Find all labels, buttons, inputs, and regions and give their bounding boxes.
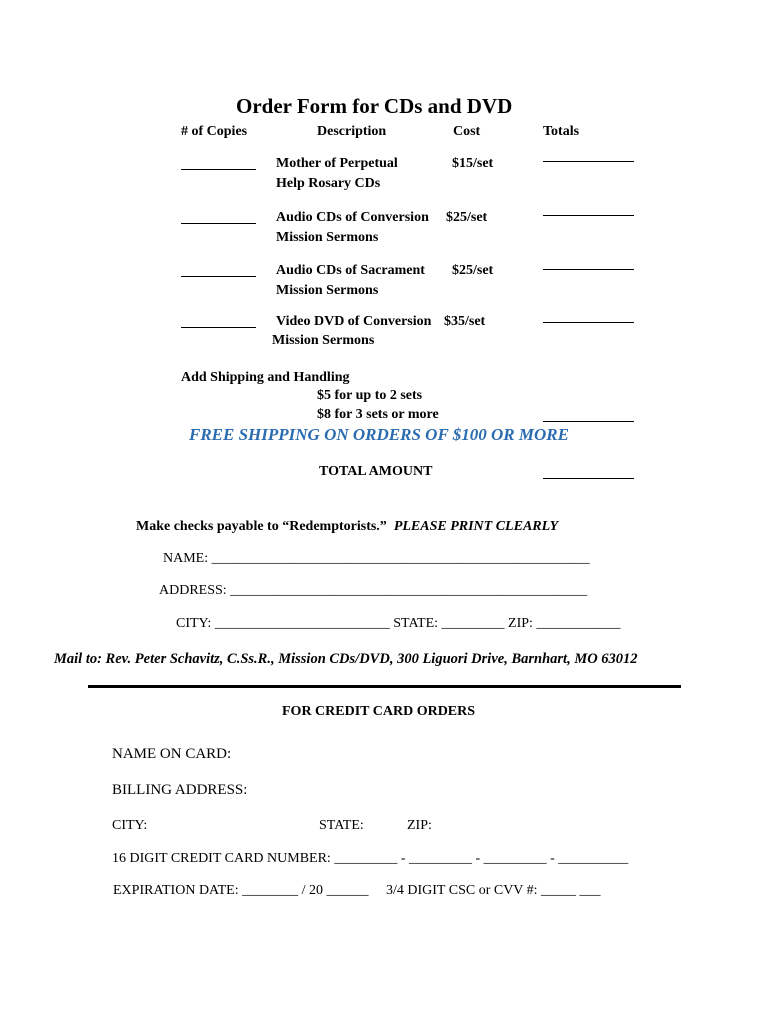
copies-line[interactable] [181, 276, 256, 277]
header-cost: Cost [453, 124, 481, 139]
copies-line[interactable] [181, 327, 256, 328]
section-divider [88, 685, 681, 688]
copies-line[interactable] [181, 223, 256, 224]
total-line[interactable] [543, 269, 634, 270]
free-shipping-notice: FREE SHIPPING ON ORDERS OF $100 OR MORE [189, 425, 569, 444]
total-amount-line[interactable] [543, 478, 634, 479]
cc-city-field[interactable]: CITY: [112, 818, 148, 833]
item-description-line1: Audio CDs of Sacrament [276, 263, 425, 278]
item-cost: $25/set [446, 210, 488, 225]
header-description: Description [317, 124, 387, 139]
total-amount-label: TOTAL AMOUNT [319, 464, 433, 479]
total-line[interactable] [543, 322, 634, 323]
cc-state-field[interactable]: STATE: [319, 818, 364, 833]
name-field[interactable]: NAME: ______________________________________________________ [163, 551, 590, 566]
item-description-line2: Help Rosary CDs [276, 176, 381, 191]
cc-zip-field[interactable]: ZIP: [407, 818, 432, 833]
city-state-zip-field[interactable]: CITY: _________________________ STATE: _________ ZIP: ____________ [176, 616, 621, 631]
csc-field[interactable]: 3/4 DIGIT CSC or CVV #: _____ ___ [386, 883, 601, 898]
payable-text: Make checks payable to “Redemptorists.” [136, 519, 387, 534]
item-cost: $35/set [444, 314, 486, 329]
print-clearly: PLEASE PRINT CLEARLY [393, 519, 559, 534]
payable-instructions [136, 517, 558, 537]
shipping-total-line[interactable] [543, 421, 634, 422]
item-description-line2: Mission Sermons [276, 230, 379, 245]
form-title: Order Form for CDs and DVD [236, 94, 513, 118]
copies-line[interactable] [181, 169, 256, 170]
item-description-line1: Audio CDs of Conversion [276, 210, 429, 225]
header-totals: Totals [543, 124, 580, 139]
name-on-card-field[interactable]: NAME ON CARD: [112, 746, 232, 762]
shipping-label: Add Shipping and Handling [181, 370, 350, 385]
shipping-rate-1: $5 for up to 2 sets [317, 388, 423, 403]
item-cost: $25/set [452, 263, 494, 278]
mail-to-address: Mail to: Rev. Peter Schavitz, C.Ss.R., Mission CDs/DVD, 300 Liguori Drive, Barnhart, MO 63012 [54, 651, 638, 667]
shipping-rate-2: $8 for 3 sets or more [317, 407, 439, 422]
credit-card-heading: FOR CREDIT CARD ORDERS [282, 704, 476, 719]
item-description-line1: Mother of Perpetual [276, 156, 398, 171]
item-description-line1: Video DVD of Conversion [276, 314, 432, 329]
address-field[interactable]: ADDRESS: ___________________________________________________ [159, 583, 588, 598]
item-description-line2: Mission Sermons [276, 283, 379, 298]
card-number-field[interactable]: 16 DIGIT CREDIT CARD NUMBER: _________ - _________ - _________ - __________ [112, 851, 629, 866]
header-copies: # of Copies [181, 124, 248, 139]
total-line[interactable] [543, 215, 634, 216]
total-line[interactable] [543, 161, 634, 162]
item-description-line2: Mission Sermons [272, 333, 375, 348]
item-cost: $15/set [452, 156, 494, 171]
billing-address-field[interactable]: BILLING ADDRESS: [112, 782, 248, 798]
expiration-date-field[interactable]: EXPIRATION DATE: ________ / 20 ______ [113, 883, 369, 898]
